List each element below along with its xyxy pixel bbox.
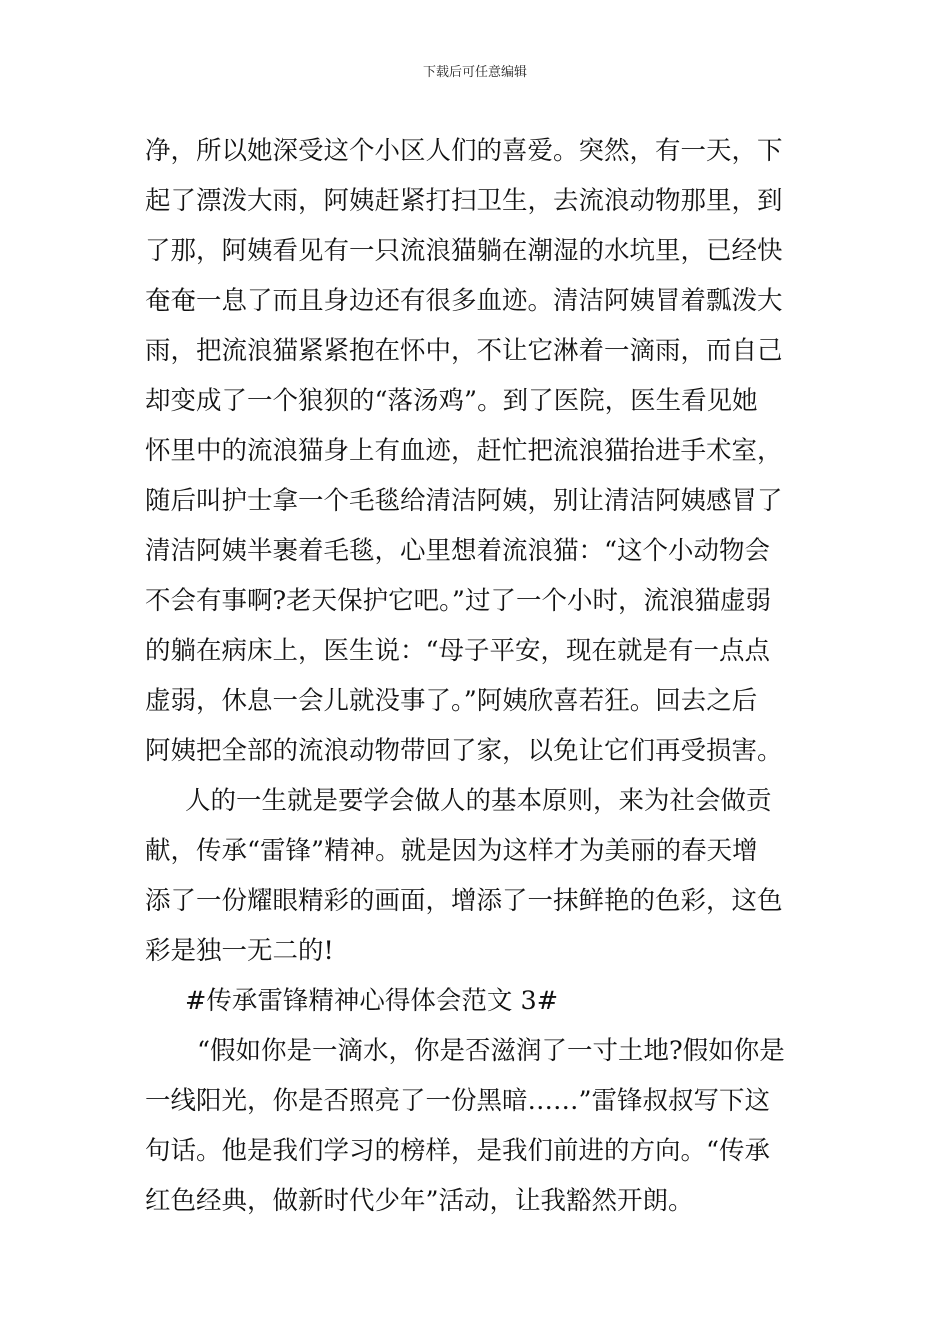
body-line: 怀里中的流浪猫身上有血迹，赶忙把流浪猫抬进手术室， (145, 436, 783, 466)
body-line: 献，传承“雷锋”精神。就是因为这样才为美丽的春天增 (145, 836, 758, 866)
body-line: 起了漂泼大雨，阿姨赶紧打扫卫生，去流浪动物那里，到 (145, 186, 783, 216)
body-line: 虚弱，休息一会儿就没事了。”阿姨欣喜若狂。回去之后 (145, 686, 758, 716)
body-line: 了那，阿姨看见有一只流浪猫躺在潮湿的水坑里，已经快 (145, 236, 783, 266)
body-line: 句话。他是我们学习的榜样，是我们前进的方向。“传承 (145, 1136, 771, 1166)
body-line: 添了一份耀眼精彩的画面，增添了一抹鲜艳的色彩，这色 (145, 886, 783, 916)
body-line: 雨，把流浪猫紧紧抱在怀中，不让它淋着一滴雨，而自己 (145, 336, 783, 366)
section-heading: #传承雷锋精神心得体会范文 3# (185, 986, 559, 1016)
body-line: 随后叫护士拿一个毛毯给清洁阿姨，别让清洁阿姨感冒了 (145, 486, 783, 516)
page-header: 下载后可任意编辑 (422, 65, 527, 80)
body-line: 彩是独一无二的! (145, 936, 334, 966)
body-line: 清洁阿姨半裹着毛毯，心里想着流浪猫：“这个小动物会 (145, 536, 771, 566)
paragraph-start-line: “假如你是一滴水，你是否滋润了一寸土地?假如你是 (197, 1036, 785, 1066)
body-line: 不会有事啊?老天保护它吧。”过了一个小时，流浪猫虚弱 (145, 586, 771, 616)
body-line: 却变成了一个狼狈的“落汤鸡”。到了医院，医生看见她 (145, 386, 758, 416)
body-line: 一线阳光，你是否照亮了一份黑暗……”雷锋叔叔写下这 (145, 1086, 771, 1116)
body-line: 奄奄一息了而且身边还有很多血迹。清洁阿姨冒着瓢泼大 (145, 286, 783, 316)
body-line: 红色经典，做新时代少年”活动，让我豁然开朗。 (145, 1186, 694, 1216)
body-line: 的躺在病床上，医生说：“母子平安，现在就是有一点点 (145, 636, 771, 666)
body-line: 净，所以她深受这个小区人们的喜爱。突然，有一天，下 (145, 136, 783, 166)
paragraph-start-line: 人的一生就是要学会做人的基本原则，来为社会做贡 (185, 786, 772, 816)
body-line: 阿姨把全部的流浪动物带回了家，以免让它们再受损害。 (145, 736, 783, 766)
document-body (145, 126, 810, 1226)
